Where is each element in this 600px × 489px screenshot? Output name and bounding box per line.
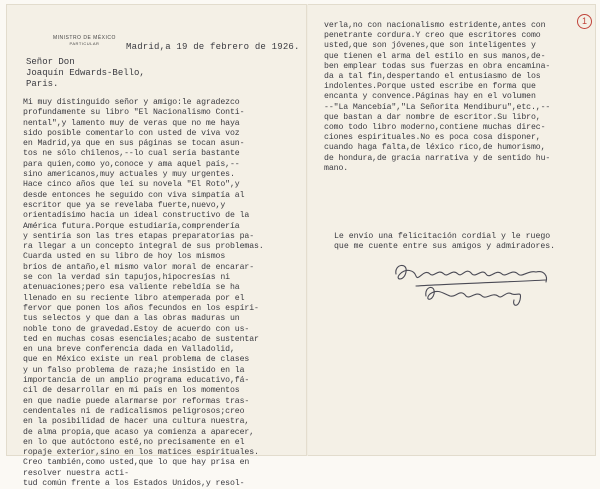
body-line: cendentales ni de radicalismos peligrosos;creo xyxy=(23,406,245,416)
addressee-salutation: Señor Don xyxy=(26,57,75,67)
addressee-city: Paris. xyxy=(26,79,59,89)
body-line: y un falso problema de raza;he insistido en la xyxy=(23,365,245,375)
body-line: sido posible comentarlo con usted de viva voz xyxy=(23,128,240,138)
body-line: tos ne sólo chilenos,--lo cual sería bastante xyxy=(23,149,240,159)
body-line: que en México existe un real problema de clases xyxy=(23,355,250,365)
body-line: desde entonces he seguido con viva simpatía al xyxy=(23,190,245,200)
body-line: Mi muy distinguido señor y amigo:le agradezco xyxy=(23,98,240,107)
body-line: escritor que ya se revelaba fuerte,nuevo,y xyxy=(23,200,226,210)
body-line: ciones espirituales.No es poca cosa disponer, xyxy=(324,133,541,143)
body-line: ben emplear todas sus fuerzas en obra encamina- xyxy=(324,61,551,71)
body-line: fervor que ponen los años fecundos en los espíri- xyxy=(23,303,259,313)
body-line: Creo también,como usted,que lo que hay prisa en xyxy=(23,458,250,468)
body-line: y sentiría son las tres etapas preparatorias pa- xyxy=(23,231,255,241)
body-line: ra llegar a un concepto integral de sus problemas. xyxy=(23,242,264,252)
letter-body-left xyxy=(23,98,264,489)
body-line: ropaje exterior,sino en los matices espirituales. xyxy=(23,448,259,458)
body-line: encanta y convence.Páginas hay en el volumen xyxy=(324,92,536,102)
body-line: se con la verdad sin tapujos,hipocresías ni xyxy=(23,273,230,283)
body-line: en la posibilidad de hacer una cultura nuestra, xyxy=(23,417,250,427)
body-line: en que nadie puede alarmarse por reformas tras- xyxy=(23,396,250,406)
body-line: llenado en su reciente libro atemperada por el xyxy=(23,293,245,303)
letter-body-right xyxy=(324,21,550,174)
body-line: atenuaciones;pero esa valiente rebeldía se ha xyxy=(23,283,240,293)
body-line: nental",y lamento muy de veras que no me haya xyxy=(23,118,240,128)
addressee-name: Joaquín Edwards-Bello, xyxy=(26,68,145,78)
letterhead-department: PARTICULAR xyxy=(69,41,100,46)
addressee-block xyxy=(26,57,145,90)
page-fold xyxy=(306,4,308,456)
body-line: cuando haga falta,de léxico rico,de humorismo, xyxy=(324,143,546,153)
body-line: da a tal fin,despertando el entusiasmo de los xyxy=(324,72,541,82)
handwritten-signature xyxy=(386,256,566,316)
body-line: usted,que son jóvenes,que son inteligentes y xyxy=(324,41,536,51)
body-line: en una breve conferencia dada en Valladolid, xyxy=(23,345,235,355)
letterhead-ministry: MINISTRO DE MÉXICO xyxy=(53,35,116,41)
body-line: penetrante cordura.Y creo que escritores como xyxy=(324,31,541,41)
body-line: de alma propia,que acaso ya comienza a aparecer, xyxy=(23,427,255,437)
letterhead xyxy=(53,35,116,47)
body-line: ted en muchas cosas esenciales;acabo de sustentar xyxy=(23,334,259,344)
body-line: mano. xyxy=(324,163,349,173)
letter-closing xyxy=(334,232,555,252)
body-line: bríos de antaño,el mismo valor moral de encarar- xyxy=(23,262,255,272)
body-line: profundamente su libro "El Nacionalismo Conti- xyxy=(23,108,245,118)
body-line: noble tono de gravedad.Estoy de acuerdo con us- xyxy=(23,324,250,334)
letter-date: Madrid,a 19 de febrero de 1926. xyxy=(126,42,300,52)
body-line: de hondura,de gracia narrativa y de sentido hu- xyxy=(324,153,551,163)
body-line: Cuarda usted en su libro de hoy los mismos xyxy=(23,252,226,262)
body-line: resolver nuestra acti- xyxy=(23,468,129,478)
body-line: tud común frente a los Estados Unidos,y resol- xyxy=(23,478,245,488)
body-line: --"La Mancebía","La Señorita Mendiburu",etc.,-- xyxy=(324,102,551,112)
body-line: verla,no con nacionalismo estridente,antes con xyxy=(324,21,546,30)
body-line: cil de desarrollar en mi país en los momentos xyxy=(23,386,240,396)
body-line: importancia de un amplio programa educativo,fá- xyxy=(23,376,250,386)
body-line: Hace cinco años que leí su novela "El Roto",y xyxy=(23,180,240,190)
body-line: América futura.Porque estudiaría,comprendería xyxy=(23,221,240,231)
body-line: como todo libro moderno,contiene muchas direc- xyxy=(324,123,546,133)
body-line: orientadísimo hacia un ideal constructivo de la xyxy=(23,211,250,221)
body-line: en Madrid,ya que en sus páginas se tocan asun- xyxy=(23,139,245,149)
closing-line: Le envío una felicitación cordial y le ruego xyxy=(334,232,551,241)
body-line: en lo que autóctono esté,no precisamente en el xyxy=(23,437,245,447)
body-line: tus selectos y que dan a las obras maduras un xyxy=(23,314,240,324)
body-line: indolentes.Porque usted escribe en forma que xyxy=(324,82,536,92)
body-line: que tienen el arma del estilo en sus manos,de- xyxy=(324,51,546,61)
closing-line: que me cuente entre sus amigos y admiradores. xyxy=(334,242,556,252)
letter-sheet xyxy=(6,4,596,488)
body-line: sino americanos,muy actuales y muy urgentes. xyxy=(23,170,235,180)
body-line: que bastan a dar nombre de escritor.Su libro, xyxy=(324,112,541,122)
page-number-mark: 1 xyxy=(577,14,592,29)
body-line: para quien,como yo,conoce y ama aquel país,-- xyxy=(23,159,240,169)
